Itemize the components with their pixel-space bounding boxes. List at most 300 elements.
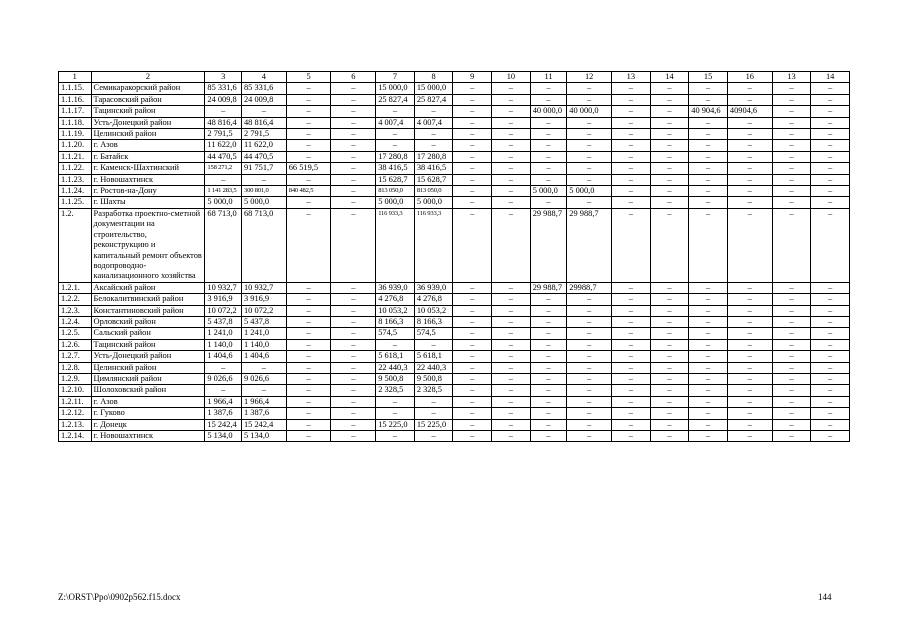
table-row bbox=[59, 106, 850, 117]
value-cell: 3 916,9 bbox=[241, 294, 286, 305]
value-cell: – bbox=[567, 151, 612, 162]
value-cell: – bbox=[453, 174, 492, 185]
value-cell: 2 791,5 bbox=[241, 129, 286, 140]
value-cell: 10 072,2 bbox=[205, 305, 242, 316]
value-cell: – bbox=[650, 419, 689, 430]
value-cell: – bbox=[650, 408, 689, 419]
value-cell: – bbox=[331, 106, 376, 117]
value-cell: – bbox=[286, 419, 331, 430]
value-cell: – bbox=[689, 186, 728, 197]
value-cell: – bbox=[772, 106, 811, 117]
value-cell: – bbox=[811, 305, 850, 316]
value-cell: – bbox=[331, 408, 376, 419]
value-cell: 4 007,4 bbox=[376, 117, 415, 128]
value-cell: – bbox=[650, 186, 689, 197]
value-cell: – bbox=[772, 431, 811, 442]
value-cell: – bbox=[689, 408, 728, 419]
value-cell: – bbox=[567, 94, 612, 105]
header-cell: 9 bbox=[453, 72, 492, 83]
value-cell: – bbox=[492, 117, 531, 128]
value-cell: – bbox=[530, 294, 567, 305]
row-number: 1.2.13. bbox=[59, 419, 92, 430]
value-cell: 15 628,7 bbox=[414, 174, 453, 185]
value-cell: – bbox=[492, 174, 531, 185]
value-cell: – bbox=[453, 419, 492, 430]
value-cell: – bbox=[650, 362, 689, 373]
value-cell: 9 026,6 bbox=[241, 373, 286, 384]
row-number: 1.1.17. bbox=[59, 106, 92, 117]
value-cell: – bbox=[772, 117, 811, 128]
value-cell: 4 276,8 bbox=[414, 294, 453, 305]
value-cell: – bbox=[689, 163, 728, 174]
row-name: Шолоховский район bbox=[91, 385, 205, 396]
value-cell: – bbox=[689, 94, 728, 105]
value-cell: 1 140,0 bbox=[241, 339, 286, 350]
value-cell: – bbox=[689, 294, 728, 305]
row-name: г. Ростов-на-Дону bbox=[91, 186, 205, 197]
value-cell: – bbox=[727, 419, 772, 430]
value-cell: – bbox=[414, 140, 453, 151]
value-cell: – bbox=[727, 174, 772, 185]
value-cell: 25 827,4 bbox=[376, 94, 415, 105]
value-cell: – bbox=[492, 140, 531, 151]
value-cell: – bbox=[772, 316, 811, 327]
value-cell: – bbox=[650, 328, 689, 339]
table-row bbox=[59, 385, 850, 396]
value-cell: – bbox=[492, 351, 531, 362]
value-cell: – bbox=[286, 385, 331, 396]
value-cell: 17 280,8 bbox=[414, 151, 453, 162]
value-cell: – bbox=[286, 373, 331, 384]
value-cell: – bbox=[727, 140, 772, 151]
value-cell: 1 387,6 bbox=[205, 408, 242, 419]
value-cell: – bbox=[530, 151, 567, 162]
value-cell: 2 328,5 bbox=[414, 385, 453, 396]
value-cell: – bbox=[286, 305, 331, 316]
header-cell: 8 bbox=[414, 72, 453, 83]
value-cell: – bbox=[612, 163, 651, 174]
value-cell: 38 416,5 bbox=[414, 163, 453, 174]
value-cell: – bbox=[286, 208, 331, 282]
value-cell: – bbox=[612, 174, 651, 185]
value-cell: 44 470,5 bbox=[241, 151, 286, 162]
value-cell: – bbox=[772, 163, 811, 174]
value-cell: – bbox=[650, 316, 689, 327]
value-cell: – bbox=[205, 362, 242, 373]
value-cell: – bbox=[772, 328, 811, 339]
value-cell: – bbox=[650, 174, 689, 185]
value-cell: – bbox=[772, 208, 811, 282]
row-number: 1.2.14. bbox=[59, 431, 92, 442]
row-number: 1.1.22. bbox=[59, 163, 92, 174]
value-cell: 8 166,3 bbox=[376, 316, 415, 327]
value-cell: – bbox=[530, 362, 567, 373]
value-cell: – bbox=[689, 431, 728, 442]
value-cell: – bbox=[492, 129, 531, 140]
value-cell: – bbox=[286, 151, 331, 162]
value-cell: – bbox=[689, 83, 728, 94]
value-cell: – bbox=[492, 373, 531, 384]
value-cell: 574,5 bbox=[376, 328, 415, 339]
table-row bbox=[59, 129, 850, 140]
value-cell: 5 134,0 bbox=[205, 431, 242, 442]
value-cell: – bbox=[331, 305, 376, 316]
value-cell: – bbox=[612, 351, 651, 362]
value-cell: – bbox=[530, 197, 567, 208]
value-cell: – bbox=[689, 197, 728, 208]
value-cell: – bbox=[650, 94, 689, 105]
value-cell: – bbox=[453, 408, 492, 419]
row-name: г. Каменск-Шахтинский bbox=[91, 163, 205, 174]
table-row bbox=[59, 83, 850, 94]
table-row bbox=[59, 328, 850, 339]
value-cell: – bbox=[727, 431, 772, 442]
value-cell: – bbox=[331, 197, 376, 208]
value-cell: 15 628,7 bbox=[376, 174, 415, 185]
value-cell: – bbox=[453, 282, 492, 293]
value-cell: – bbox=[530, 305, 567, 316]
table-row bbox=[59, 94, 850, 105]
value-cell: – bbox=[492, 83, 531, 94]
value-cell: – bbox=[811, 328, 850, 339]
value-cell: – bbox=[205, 385, 242, 396]
value-cell: – bbox=[453, 208, 492, 282]
value-cell: – bbox=[612, 385, 651, 396]
row-number: 1.1.20. bbox=[59, 140, 92, 151]
value-cell: – bbox=[286, 197, 331, 208]
value-cell: 15 242,4 bbox=[241, 419, 286, 430]
value-cell: 15 000,0 bbox=[376, 83, 415, 94]
row-number: 1.2.3. bbox=[59, 305, 92, 316]
value-cell: – bbox=[331, 385, 376, 396]
value-cell: 813 050,0 bbox=[414, 186, 453, 197]
value-cell: – bbox=[727, 373, 772, 384]
value-cell: – bbox=[492, 294, 531, 305]
value-cell: – bbox=[689, 174, 728, 185]
value-cell: 2 328,5 bbox=[376, 385, 415, 396]
row-number: 1.1.21. bbox=[59, 151, 92, 162]
value-cell: – bbox=[811, 339, 850, 350]
value-cell: – bbox=[811, 106, 850, 117]
row-number: 1.1.24. bbox=[59, 186, 92, 197]
value-cell: – bbox=[811, 408, 850, 419]
table-row bbox=[59, 305, 850, 316]
value-cell: 813 050,0 bbox=[376, 186, 415, 197]
value-cell: – bbox=[772, 373, 811, 384]
value-cell: – bbox=[612, 208, 651, 282]
value-cell: – bbox=[567, 129, 612, 140]
value-cell: – bbox=[492, 106, 531, 117]
header-cell: 14 bbox=[650, 72, 689, 83]
value-cell: – bbox=[772, 385, 811, 396]
value-cell: 68 713,0 bbox=[205, 208, 242, 282]
value-cell: – bbox=[567, 197, 612, 208]
value-cell: – bbox=[567, 140, 612, 151]
value-cell: – bbox=[772, 129, 811, 140]
value-cell: – bbox=[453, 362, 492, 373]
value-cell: – bbox=[772, 362, 811, 373]
row-number: 1.2. bbox=[59, 208, 92, 282]
row-number: 1.1.15. bbox=[59, 83, 92, 94]
value-cell: – bbox=[811, 351, 850, 362]
value-cell: – bbox=[530, 431, 567, 442]
value-cell: – bbox=[650, 282, 689, 293]
row-name: Усть-Донецкий район bbox=[91, 117, 205, 128]
value-cell: – bbox=[772, 186, 811, 197]
header-cell: 13 bbox=[772, 72, 811, 83]
value-cell: – bbox=[612, 106, 651, 117]
value-cell: – bbox=[331, 117, 376, 128]
value-cell: – bbox=[772, 396, 811, 407]
value-cell: 4 007,4 bbox=[414, 117, 453, 128]
value-cell: 1 404,6 bbox=[205, 351, 242, 362]
value-cell: – bbox=[689, 419, 728, 430]
value-cell: – bbox=[331, 396, 376, 407]
value-cell: – bbox=[727, 151, 772, 162]
value-cell: – bbox=[376, 106, 415, 117]
value-cell: – bbox=[727, 163, 772, 174]
value-cell: – bbox=[727, 316, 772, 327]
value-cell: 66 519,5 bbox=[286, 163, 331, 174]
value-cell: – bbox=[612, 362, 651, 373]
value-cell: 40904,6 bbox=[727, 106, 772, 117]
value-cell: – bbox=[241, 362, 286, 373]
value-cell: – bbox=[650, 351, 689, 362]
value-cell: – bbox=[650, 373, 689, 384]
row-name: Разработка проектно-сметной документации на строительство, реконструкцию и капитальный ремонт объектов водопроводно-канализационного хозяйства bbox=[91, 208, 205, 282]
table-row bbox=[59, 408, 850, 419]
value-cell: – bbox=[772, 294, 811, 305]
value-cell: – bbox=[453, 117, 492, 128]
value-cell: 15 225,0 bbox=[376, 419, 415, 430]
table-row bbox=[59, 431, 850, 442]
value-cell: – bbox=[414, 129, 453, 140]
value-cell: 5 000,0 bbox=[205, 197, 242, 208]
row-name: Целинский район bbox=[91, 129, 205, 140]
value-cell: – bbox=[727, 351, 772, 362]
row-name: Цимлянский район bbox=[91, 373, 205, 384]
value-cell: – bbox=[286, 83, 331, 94]
value-cell: – bbox=[612, 282, 651, 293]
value-cell: – bbox=[331, 328, 376, 339]
value-cell: – bbox=[612, 197, 651, 208]
value-cell: – bbox=[331, 186, 376, 197]
value-cell: – bbox=[567, 362, 612, 373]
value-cell: – bbox=[811, 83, 850, 94]
value-cell: – bbox=[727, 282, 772, 293]
value-cell: – bbox=[530, 140, 567, 151]
row-number: 1.2.1. bbox=[59, 282, 92, 293]
value-cell: – bbox=[453, 94, 492, 105]
value-cell: – bbox=[772, 140, 811, 151]
value-cell: – bbox=[727, 305, 772, 316]
footer-file-path: Z:\ORST\Ppo\0902p562.f15.docx bbox=[58, 592, 181, 602]
value-cell: – bbox=[811, 197, 850, 208]
footer-page-number: 144 bbox=[818, 592, 832, 602]
value-cell: – bbox=[530, 94, 567, 105]
value-cell: – bbox=[376, 129, 415, 140]
value-cell: – bbox=[811, 174, 850, 185]
value-cell: – bbox=[376, 339, 415, 350]
value-cell: – bbox=[567, 396, 612, 407]
value-cell: – bbox=[530, 339, 567, 350]
value-cell: – bbox=[567, 408, 612, 419]
row-number: 1.2.5. bbox=[59, 328, 92, 339]
row-name: г. Новошахтинск bbox=[91, 174, 205, 185]
value-cell: – bbox=[331, 316, 376, 327]
value-cell: 5 000,0 bbox=[376, 197, 415, 208]
value-cell: 10 072,2 bbox=[241, 305, 286, 316]
value-cell: – bbox=[453, 328, 492, 339]
header-cell: 4 bbox=[241, 72, 286, 83]
value-cell: – bbox=[689, 140, 728, 151]
header-cell: 10 bbox=[492, 72, 531, 83]
value-cell: – bbox=[492, 305, 531, 316]
value-cell: – bbox=[492, 339, 531, 350]
value-cell: – bbox=[414, 431, 453, 442]
value-cell: – bbox=[772, 351, 811, 362]
table-row bbox=[59, 186, 850, 197]
value-cell: – bbox=[811, 396, 850, 407]
value-cell: – bbox=[811, 362, 850, 373]
value-cell: – bbox=[650, 151, 689, 162]
value-cell: – bbox=[811, 385, 850, 396]
value-cell: – bbox=[286, 294, 331, 305]
row-number: 1.2.4. bbox=[59, 316, 92, 327]
value-cell: – bbox=[811, 140, 850, 151]
value-cell: – bbox=[689, 339, 728, 350]
table-row bbox=[59, 373, 850, 384]
table-row bbox=[59, 151, 850, 162]
row-name: г. Азов bbox=[91, 140, 205, 151]
value-cell: – bbox=[453, 129, 492, 140]
row-name: Белокалитвинский район bbox=[91, 294, 205, 305]
header-cell: 11 bbox=[530, 72, 567, 83]
value-cell: 840 482,5 bbox=[286, 186, 331, 197]
header-cell: 13 bbox=[612, 72, 651, 83]
table-row bbox=[59, 197, 850, 208]
value-cell: 40 904,6 bbox=[689, 106, 728, 117]
header-cell: 6 bbox=[331, 72, 376, 83]
value-cell: – bbox=[286, 316, 331, 327]
value-cell: – bbox=[612, 117, 651, 128]
value-cell: 15 242,4 bbox=[205, 419, 242, 430]
value-cell: – bbox=[376, 408, 415, 419]
value-cell: – bbox=[286, 129, 331, 140]
value-cell: – bbox=[286, 282, 331, 293]
value-cell: – bbox=[331, 163, 376, 174]
value-cell: 5 618,1 bbox=[376, 351, 415, 362]
value-cell: – bbox=[567, 305, 612, 316]
row-number: 1.2.6. bbox=[59, 339, 92, 350]
value-cell: – bbox=[567, 328, 612, 339]
header-cell: 14 bbox=[811, 72, 850, 83]
value-cell: – bbox=[530, 351, 567, 362]
table-row bbox=[59, 316, 850, 327]
row-name: г. Новошахтинск bbox=[91, 431, 205, 442]
value-cell: – bbox=[650, 117, 689, 128]
value-cell: 68 713,0 bbox=[241, 208, 286, 282]
value-cell: 1 387,6 bbox=[241, 408, 286, 419]
value-cell: 40 000,0 bbox=[567, 106, 612, 117]
value-cell: – bbox=[650, 305, 689, 316]
value-cell: – bbox=[530, 163, 567, 174]
value-cell: – bbox=[492, 163, 531, 174]
value-cell: – bbox=[811, 282, 850, 293]
row-name: Орловский район bbox=[91, 316, 205, 327]
table-row bbox=[59, 208, 850, 282]
table-row bbox=[59, 282, 850, 293]
value-cell: – bbox=[727, 385, 772, 396]
value-cell: 1 966,4 bbox=[241, 396, 286, 407]
value-cell: – bbox=[286, 328, 331, 339]
value-cell: – bbox=[772, 408, 811, 419]
value-cell: – bbox=[567, 316, 612, 327]
value-cell: – bbox=[689, 129, 728, 140]
value-cell: – bbox=[453, 83, 492, 94]
value-cell: – bbox=[612, 339, 651, 350]
value-cell: 4 276,8 bbox=[376, 294, 415, 305]
value-cell: – bbox=[286, 431, 331, 442]
value-cell: – bbox=[530, 373, 567, 384]
value-cell: – bbox=[453, 106, 492, 117]
value-cell: – bbox=[492, 385, 531, 396]
value-cell: – bbox=[727, 197, 772, 208]
value-cell: – bbox=[612, 140, 651, 151]
value-cell: – bbox=[331, 294, 376, 305]
value-cell: – bbox=[331, 174, 376, 185]
value-cell: – bbox=[689, 351, 728, 362]
value-cell: – bbox=[567, 339, 612, 350]
value-cell: – bbox=[650, 339, 689, 350]
value-cell: – bbox=[453, 396, 492, 407]
value-cell: – bbox=[811, 151, 850, 162]
value-cell: – bbox=[612, 396, 651, 407]
value-cell: 17 280,8 bbox=[376, 151, 415, 162]
value-cell: – bbox=[331, 83, 376, 94]
row-number: 1.1.16. bbox=[59, 94, 92, 105]
value-cell: 10 932,7 bbox=[205, 282, 242, 293]
value-cell: – bbox=[205, 106, 242, 117]
value-cell: 116 933,3 bbox=[414, 208, 453, 282]
value-cell: – bbox=[772, 339, 811, 350]
row-number: 1.2.11. bbox=[59, 396, 92, 407]
value-cell: 15 000,0 bbox=[414, 83, 453, 94]
value-cell: – bbox=[492, 328, 531, 339]
value-cell: – bbox=[453, 186, 492, 197]
value-cell: – bbox=[650, 163, 689, 174]
value-cell: – bbox=[530, 174, 567, 185]
value-cell: – bbox=[650, 197, 689, 208]
value-cell: – bbox=[689, 208, 728, 282]
value-cell: – bbox=[612, 373, 651, 384]
value-cell: 11 622,0 bbox=[205, 140, 242, 151]
value-cell: – bbox=[492, 431, 531, 442]
value-cell: – bbox=[530, 419, 567, 430]
value-cell: – bbox=[612, 186, 651, 197]
value-cell: – bbox=[453, 197, 492, 208]
value-cell: 1 241,0 bbox=[205, 328, 242, 339]
row-name: Тацинский район bbox=[91, 106, 205, 117]
value-cell: – bbox=[612, 316, 651, 327]
row-number: 1.2.7. bbox=[59, 351, 92, 362]
value-cell: – bbox=[650, 106, 689, 117]
value-cell: – bbox=[530, 129, 567, 140]
table-row bbox=[59, 294, 850, 305]
row-name: Константиновский район bbox=[91, 305, 205, 316]
value-cell: – bbox=[286, 106, 331, 117]
value-cell: – bbox=[567, 174, 612, 185]
